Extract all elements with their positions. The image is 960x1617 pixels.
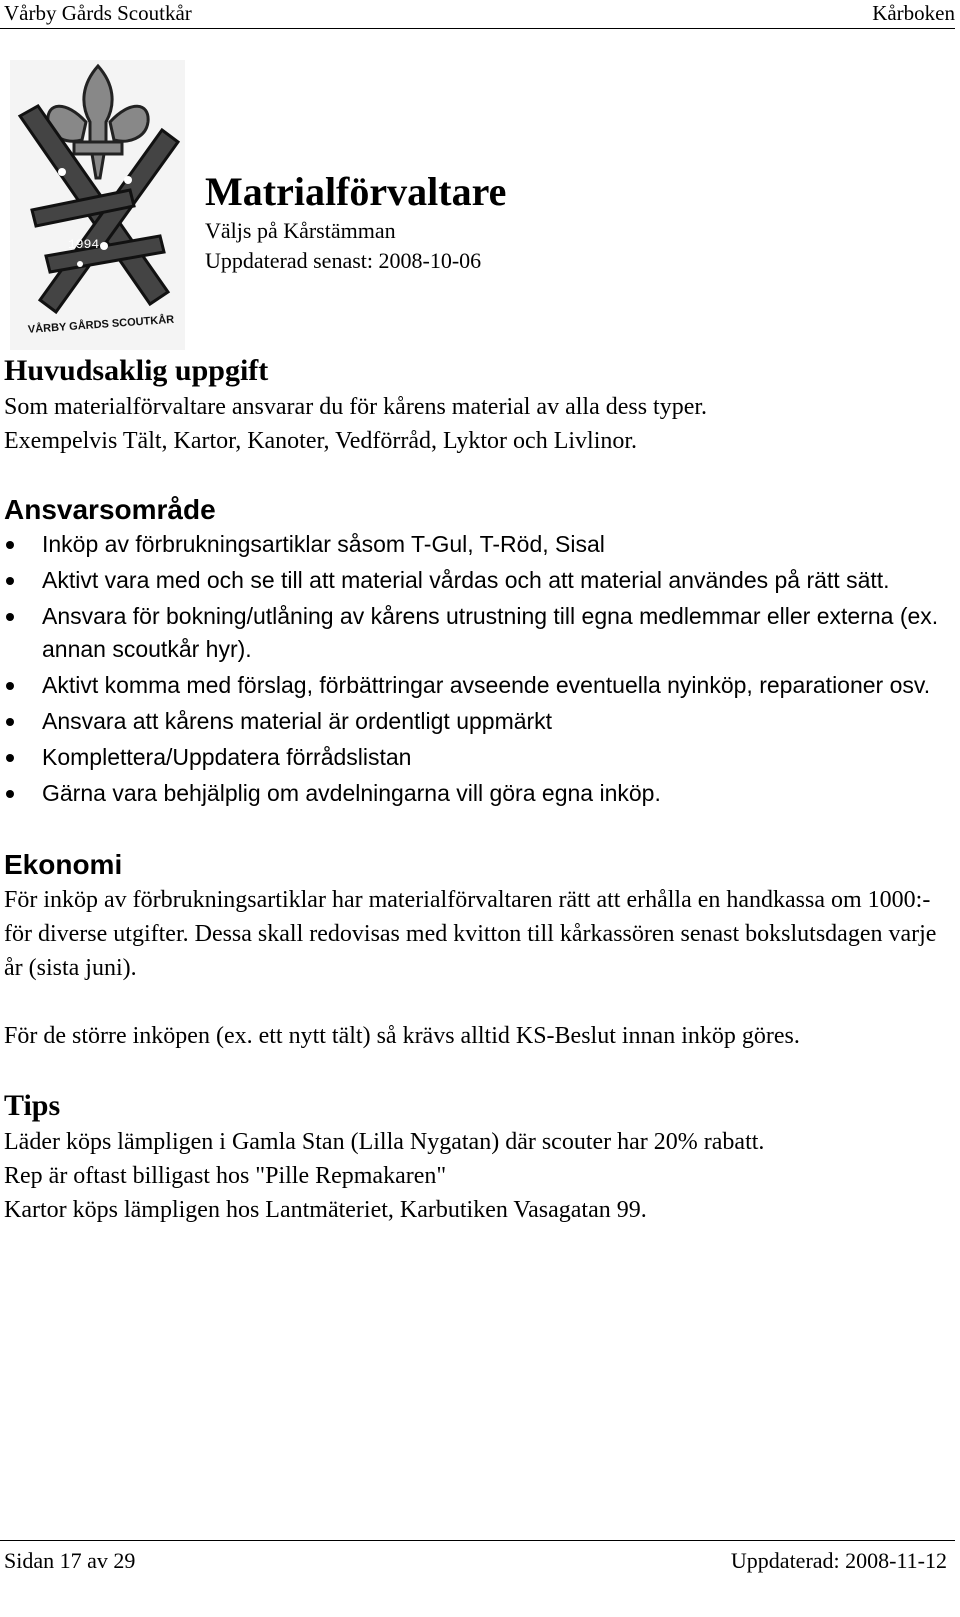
fleur-de-lis-crossed-logs-icon bbox=[10, 60, 185, 350]
main-task-line: Som materialförvaltare ansvarar du för kårens material av alla dess typer. bbox=[4, 394, 708, 420]
emblem-year: 1994 bbox=[68, 237, 100, 252]
updated-date-text: Uppdaterad senast: 2008-10-06 bbox=[205, 248, 482, 273]
main-task-line: Exempelvis Tält, Kartor, Kanoter, Vedförråd, Lyktor och Livlinor. bbox=[4, 428, 638, 454]
chosen-by-text: Väljs på Kårstämman bbox=[205, 218, 396, 243]
list-item: Ansvara för bokning/utlåning av kårens utrustning till egna medlemmar eller externa (ex. annan scoutkår hyr). bbox=[4, 600, 954, 666]
tips-heading: Tips bbox=[4, 1089, 61, 1122]
emblem-text: VÅRBY GÅRDS SCOUTKÅR bbox=[27, 313, 175, 336]
page-footer bbox=[0, 1540, 955, 1581]
list-item: Ansvara att kårens material är ordentligt uppmärkt bbox=[4, 705, 954, 738]
header-doc-name: Kårboken bbox=[872, 1, 955, 25]
tips-line: Läder köps lämpligen i Gamla Stan (Lilla Nygatan) där scouter har 20% rabatt. bbox=[4, 1129, 765, 1155]
responsibility-list bbox=[4, 528, 954, 810]
page-title: Matrialförvaltare bbox=[205, 169, 507, 214]
list-item: Aktivt komma med förslag, förbättringar avseende eventuella nyinköp, reparationer osv. bbox=[4, 669, 954, 702]
economy-paragraph: För de större inköpen (ex. ett nytt tält) så krävs alltid KS-Beslut innan inköp göres. bbox=[4, 1023, 800, 1049]
title-block bbox=[205, 168, 506, 276]
main-task-heading: Huvudsaklig uppgift bbox=[4, 354, 269, 387]
list-item: Komplettera/Uppdatera förrådslistan bbox=[4, 741, 954, 774]
header-org-name: Vårby Gårds Scoutkår bbox=[4, 1, 192, 25]
responsibility-heading: Ansvarsområde bbox=[4, 494, 216, 525]
page-number: Sidan 17 av 29 bbox=[4, 1548, 136, 1573]
page-header bbox=[0, 0, 955, 29]
list-item: Aktivt vara med och se till att material vårdas och att material användes på rätt sätt. bbox=[4, 564, 954, 597]
document-body bbox=[4, 352, 954, 1227]
tips-line: Kartor köps lämpligen hos Lantmäteriet, Karbutiken Vasagatan 99. bbox=[4, 1197, 647, 1223]
list-item: Gärna vara behjälplig om avdelningarna vill göra egna inköp. bbox=[4, 777, 954, 810]
footer-updated-date: Uppdaterad: 2008-11-12 bbox=[730, 1548, 947, 1573]
economy-heading: Ekonomi bbox=[4, 849, 123, 880]
economy-paragraph: För inköp av förbrukningsartiklar har materialförvaltaren rätt att erhålla en handkassa om 1000:- för diverse utgifter. Dessa skall redovisas med kvitton till kårkassören senast bokslutsdagen varje år (sista juni). bbox=[4, 887, 937, 981]
tips-line: Rep är oftast billigast hos "Pille Repmakaren" bbox=[4, 1163, 447, 1189]
list-item: Inköp av förbrukningsartiklar såsom T-Gul, T-Röd, Sisal bbox=[4, 528, 954, 561]
